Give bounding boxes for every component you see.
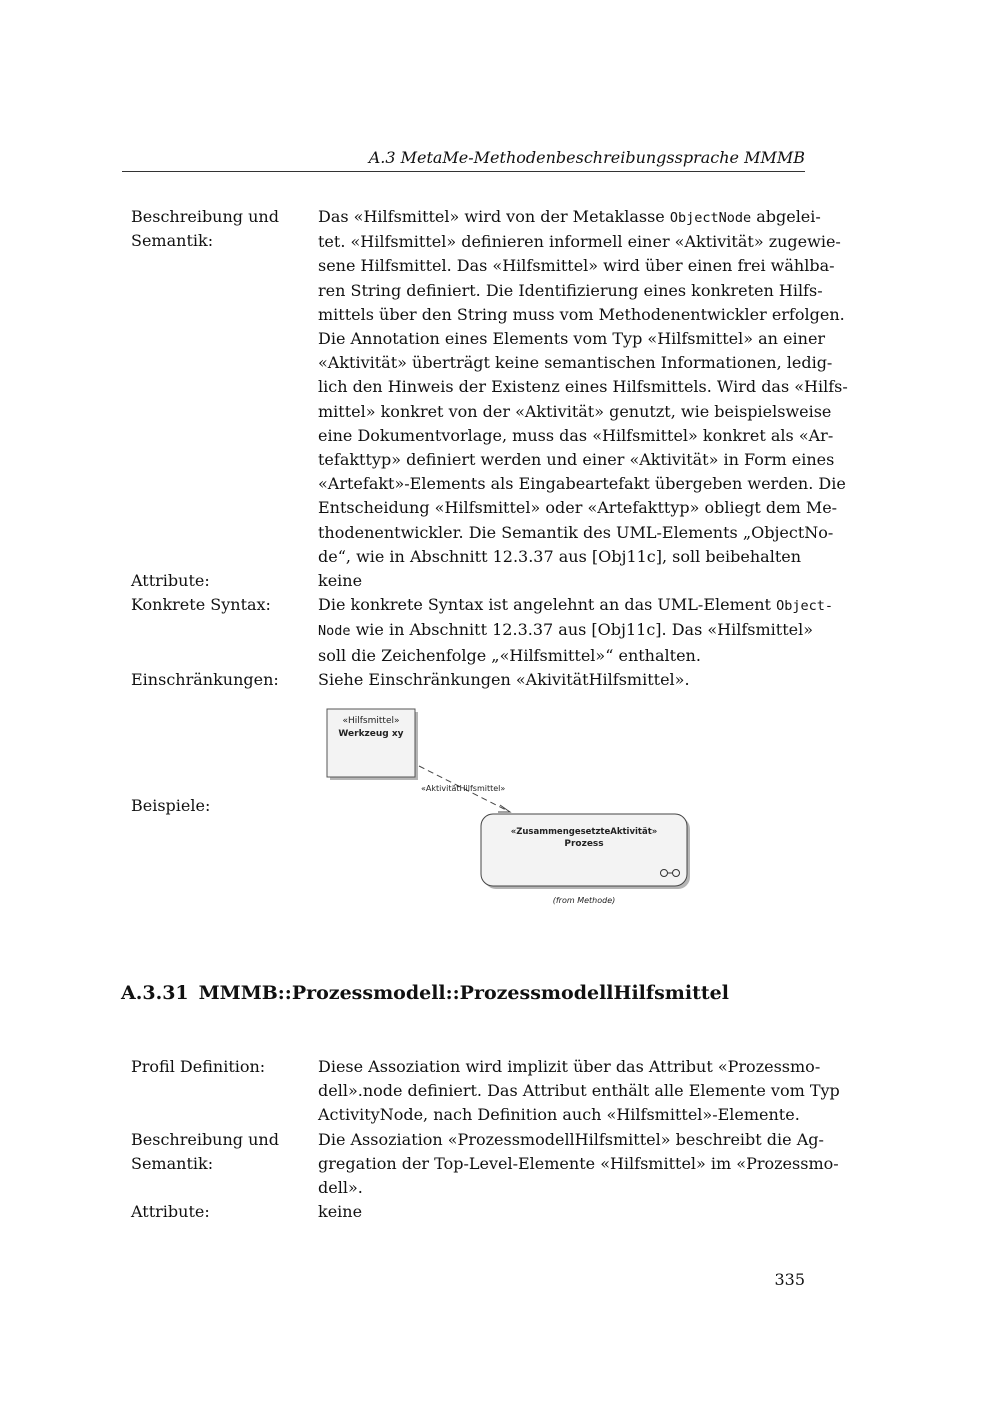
desc-line: «Artefakt»-Elements als Eingabeartefakt übergeben werden. Die — [318, 474, 846, 494]
definition-list-prozessmodellhilfsmittel — [131, 1055, 840, 1224]
desc-line: thodenentwickler. Die Semantik des UML-Elements „ObjectNo- — [318, 522, 834, 542]
term-beispiele: Beispiele: — [131, 796, 211, 815]
desc-line: Node wie in Abschnitt 12.3.37 aus [Obj11c]. Das «Hilfsmittel» — [318, 620, 814, 640]
prozess-stereotype: «ZusammengesetzteAktivität» — [510, 827, 658, 837]
row-beschreibung — [131, 205, 848, 569]
desc-line: Das «Hilfsmittel» wird von der Metaklasse ObjectNode abgelei- — [318, 207, 821, 226]
dependency-label: «AktivitätHilfsmittel» — [421, 784, 506, 793]
term-line: Semantik: — [131, 1153, 214, 1173]
row-einschraenkungen — [131, 668, 831, 692]
desc-line: gregation der Top-Level-Elemente «Hilfsmittel» im «Prozessmo- — [318, 1153, 839, 1173]
desc-beschreibung-2 — [318, 1128, 839, 1201]
term-einschraenkungen: Einschränkungen: — [131, 669, 279, 689]
prozess-from-note: (from Methode) — [552, 896, 616, 905]
desc-line: ActivityNode, nach Definition auch «Hilfsmittel»-Elemente. — [318, 1105, 800, 1125]
desc-line: soll die Zeichenfolge „«Hilfsmittel»“ enthalten. — [318, 645, 701, 665]
prozess-box — [481, 814, 687, 886]
desc-profil-definition — [318, 1055, 840, 1128]
term-beschreibung — [131, 205, 318, 569]
header-rule — [122, 171, 805, 172]
page-number: 335 — [774, 1270, 805, 1289]
prozess-name: Prozess — [564, 839, 604, 849]
term-line: Beschreibung und — [131, 207, 279, 226]
desc-line: tet. «Hilfsmittel» definieren informell einer «Aktivität» zugewie- — [318, 232, 841, 252]
row-profil-definition — [131, 1055, 840, 1128]
desc-line: Entscheidung «Hilfsmittel» oder «Artefakttyp» obliegt dem Me- — [318, 498, 838, 518]
desc-line: dell».node definiert. Das Attribut enthält alle Elemente vom Typ — [318, 1081, 840, 1101]
desc-beschreibung — [318, 205, 848, 569]
desc-line: ren String definiert. Die Identifizierung eines konkreten Hilfs- — [318, 280, 823, 300]
desc-line: de“, wie in Abschnitt 12.3.37 aus [Obj11c], soll beibehalten — [318, 546, 802, 566]
hilfsmittel-stereotype: «Hilfsmittel» — [342, 716, 400, 726]
uml-example-diagram — [320, 702, 700, 912]
desc-line: lich den Hinweis der Existenz eines Hilfsmittels. Wird das «Hilfs- — [318, 377, 848, 397]
desc-line: «Aktivität» überträgt keine semantischen Informationen, ledig- — [318, 353, 833, 373]
row-attribute — [131, 569, 831, 593]
row-attribute-2 — [131, 1200, 831, 1224]
row-beschreibung-2 — [131, 1128, 839, 1201]
term-konkrete-syntax: Konkrete Syntax: — [131, 595, 271, 615]
term-line: Semantik: — [131, 231, 214, 251]
desc-line: Die konkrete Syntax ist angelehnt an das UML-Element Object- — [318, 595, 833, 615]
term-line: Beschreibung und — [131, 1129, 279, 1149]
desc-line: tefakttyp» definiert werden und einer «Aktivität» in Form eines — [318, 450, 835, 470]
desc-line: mittel» konkret von der «Aktivität» genutzt, wie beispielsweise — [318, 401, 832, 421]
section-number: A.3.31 — [121, 982, 189, 1004]
desc-line: Die Assoziation «ProzessmodellHilfsmittel» beschreibt die Ag- — [318, 1129, 824, 1149]
term-attribute: Attribute: — [131, 571, 210, 591]
running-head: A.3 MetaMe-Methodenbeschreibungssprache MMMB — [368, 148, 805, 167]
section-title: MMMB::Prozessmodell::ProzessmodellHilfsmittel — [198, 982, 729, 1004]
desc-line: eine Dokumentvorlage, muss das «Hilfsmittel» konkret als «Ar- — [318, 425, 834, 445]
desc-line: Diese Assoziation wird implizit über das Attribut «Prozessmo- — [318, 1057, 821, 1076]
desc-line: sene Hilfsmittel. Das «Hilfsmittel» wird über einen frei wählba- — [318, 256, 835, 276]
section-heading — [121, 981, 729, 1005]
desc-attribute: keine — [318, 571, 363, 591]
definition-list-hilfsmittel — [131, 205, 848, 692]
row-konkrete-syntax — [131, 593, 831, 668]
desc-attribute-2: keine — [318, 1202, 363, 1222]
term-profil-definition: Profil Definition: — [131, 1057, 266, 1076]
term-beschreibung-2 — [131, 1128, 318, 1201]
desc-line: Die Annotation eines Elements vom Typ «Hilfsmittel» an einer — [318, 329, 826, 349]
desc-konkrete-syntax — [318, 593, 833, 668]
hilfsmittel-name: Werkzeug xy — [338, 729, 404, 739]
desc-line: dell». — [318, 1178, 363, 1198]
desc-einschraenkungen: Siehe Einschränkungen «AkivitätHilfsmittel». — [318, 669, 690, 689]
term-attribute-2: Attribute: — [131, 1202, 210, 1222]
desc-line: mittels über den String muss vom Methodenentwickler erfolgen. — [318, 304, 845, 324]
